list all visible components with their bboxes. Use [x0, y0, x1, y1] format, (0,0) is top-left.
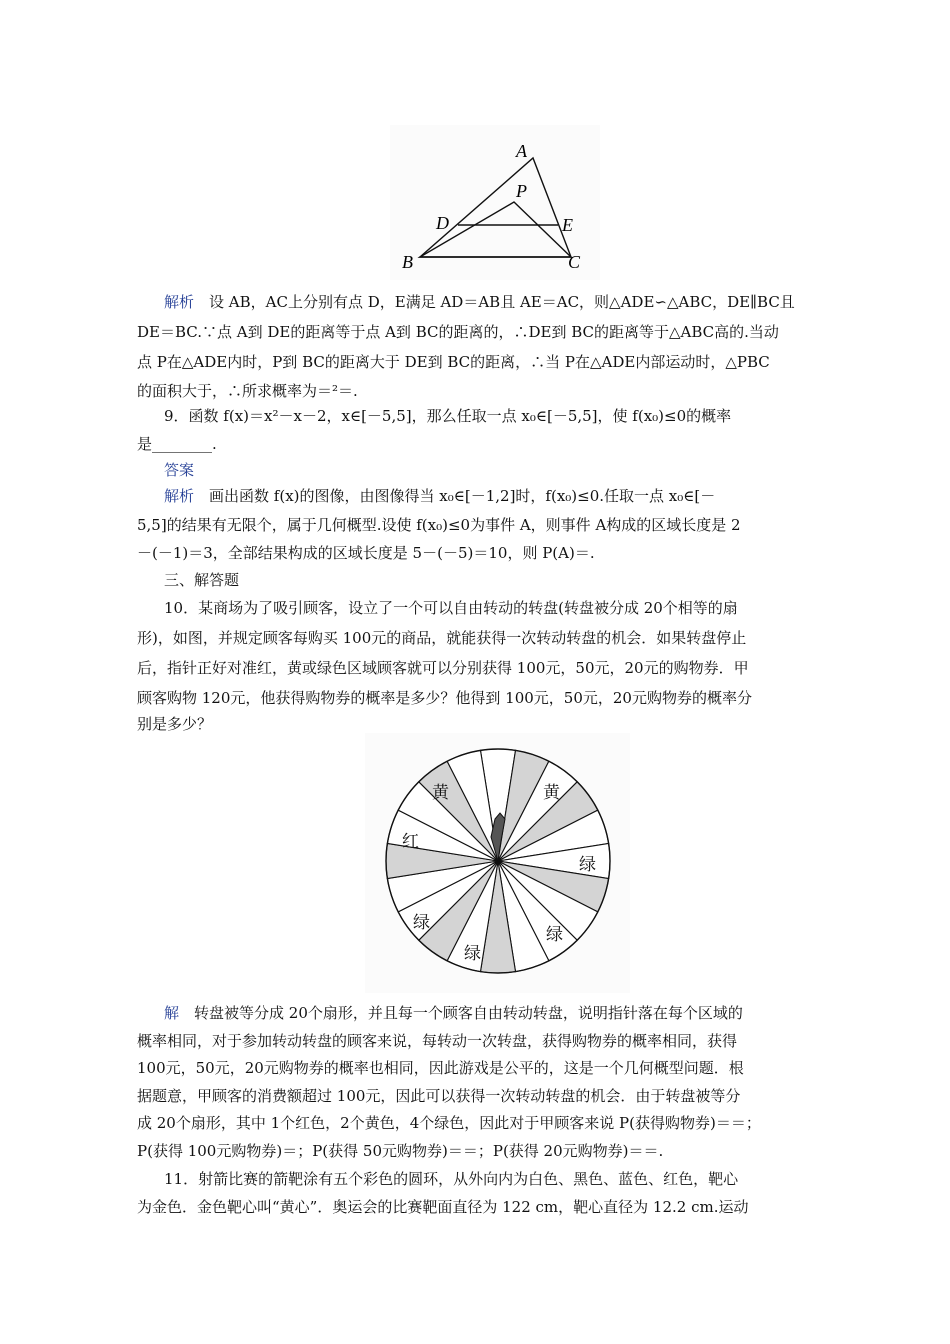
- q9-question-line-2: 是________.: [137, 435, 217, 453]
- q8-solution-line-1: 解析 设 AB，AC上分别有点 D，E满足 AD＝AB且 AE＝AC，则△ADE∽△ABC，DE∥BC且: [164, 293, 795, 311]
- q11-line-2: 为金色．金色靶心叫“黄心”．奥运会的比赛靶面直径为 122 cm，靶心直径为 12.2 cm.运动: [137, 1198, 749, 1216]
- section-heading: 三、解答题: [164, 571, 240, 589]
- q9-solution-line-1: 解析 画出函数 f(x)的图像，由图像得当 x₀∈[－1,2]时，f(x₀)≤0.任取一点 x₀∈[－: [164, 487, 716, 505]
- q10-solution-line-4: 据题意，甲顾客的消费额超过 100元，因此可以获得一次转动转盘的机会．由于转盘被等分: [137, 1087, 741, 1105]
- q10-solution-line-1: 解 转盘被等分成 20个扇形，并且每一个顾客自由转动转盘，说明指针落在每个区域的: [164, 1004, 743, 1022]
- sector-label-red: 红: [402, 832, 419, 851]
- q8-solution-line-4: 的面积大于，∴所求概率为＝²＝.: [137, 382, 358, 400]
- q10-solution-line-5: 成 20个扇形，其中 1个红色，2个黄色，4个绿色，因此对于甲顾客来说 P(获得购物券)＝＝；: [137, 1114, 761, 1132]
- solution-tag: 解析: [164, 293, 195, 311]
- q8-solution-line-3: 点 P在△ADE内时，P到 BC的距离大于 DE到 BC的距离，∴当 P在△ADE内部运动时，△PBC: [137, 353, 770, 371]
- label-c: C: [568, 252, 581, 272]
- q9-solution-line-2: 5,5]的结果有无限个，属于几何概型.设使 f(x₀)≤0为事件 A，则事件 A构成的区域长度是 2: [137, 516, 741, 534]
- sector-label-yellow-2: 黄: [543, 783, 560, 802]
- sector-label-green-1: 绿: [579, 855, 596, 874]
- q8-solution-line-2: DE＝BC.∵点 A到 DE的距离等于点 A到 BC的距离的，∴DE到 BC的距离等于△ABC高的.当动: [137, 323, 779, 341]
- sector-label-green-3: 绿: [546, 925, 563, 944]
- q10-line-2: 形)，如图，并规定顾客每购买 100元的商品，就能获得一次转动转盘的机会．如果转盘停止: [137, 629, 747, 647]
- q10-line-1: 10．某商场为了吸引顾客，设立了一个可以自由转动的转盘(转盘被分成 20个相等的扇: [164, 599, 738, 617]
- spinner-wheel-figure: [365, 733, 630, 993]
- q10-line-4: 顾客购物 120元，他获得购物券的概率是多少？他得到 100元，50元，20元购物券的概率分: [137, 689, 752, 707]
- q10-solution-line-2: 概率相同，对于参加转动转盘的顾客来说，每转动一次转盘，获得购物券的概率相同，获得: [137, 1032, 738, 1050]
- q10-solution-line-6: P(获得 100元购物券)＝；P(获得 50元购物券)＝＝；P(获得 20元购物券)＝＝.: [137, 1142, 664, 1160]
- q10-solution-line-3: 100元，50元，20元购物券的概率也相同，因此游戏是公平的，这是一个几何概型问题．根: [137, 1059, 744, 1077]
- label-d: D: [436, 213, 449, 233]
- q9-question-line-1: 9．函数 f(x)＝x²－x－2，x∈[－5,5]，那么任取一点 x₀∈[－5,5]，使 f(x₀)≤0的概率: [164, 407, 732, 425]
- sector-label-yellow-1: 黄: [432, 783, 449, 802]
- answer-tag: 答案: [164, 461, 195, 479]
- sector-label-green-2: 绿: [413, 913, 430, 932]
- solution-tag: 解: [164, 1004, 180, 1022]
- label-a: A: [516, 141, 527, 161]
- solution-tag: 解析: [164, 487, 195, 505]
- label-p: P: [516, 181, 527, 201]
- triangle-figure: [390, 125, 600, 280]
- sector-label-green-4: 绿: [464, 944, 481, 963]
- q10-line-3: 后，指针正好对准红，黄或绿色区域顾客就可以分别获得 100元，50元，20元的购物券．甲: [137, 659, 749, 677]
- q11-line-1: 11．射箭比赛的箭靶涂有五个彩色的圆环，从外向内为白色、黑色、蓝色、红色，靶心: [164, 1170, 739, 1188]
- label-e: E: [562, 215, 573, 235]
- label-b: B: [402, 252, 413, 272]
- q9-solution-line-3: －(－1)＝3，全部结果构成的区域长度是 5－(－5)＝10，则 P(A)＝.: [137, 544, 595, 562]
- q10-line-5: 别是多少？: [137, 715, 213, 733]
